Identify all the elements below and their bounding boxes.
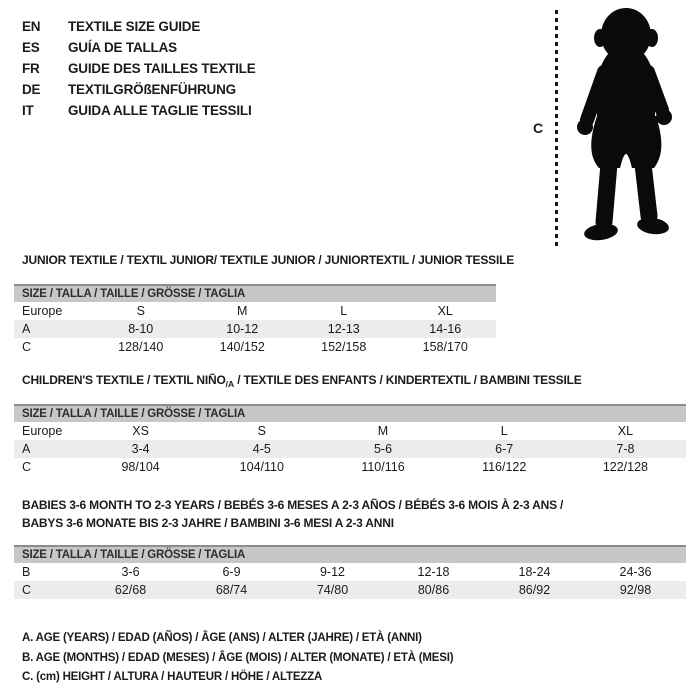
table-cell: 68/74 xyxy=(215,583,248,597)
language-label: TEXTILE SIZE GUIDE xyxy=(68,19,201,34)
table-cell: 62/68 xyxy=(114,583,147,597)
table-cell: M xyxy=(377,424,389,438)
legend-line-a: A. AGE (YEARS) / EDAD (AÑOS) / ÂGE (ANS) / ALTER (JAHRE) / ETÀ (ANNI) xyxy=(22,632,422,644)
table-row xyxy=(14,320,496,338)
table-cell: 9-12 xyxy=(319,565,346,579)
table-cell: 6-7 xyxy=(495,442,514,456)
table-cell: 110/116 xyxy=(361,460,405,474)
table-row xyxy=(14,422,686,440)
table-cell: XL xyxy=(617,424,634,438)
table-cell: 80/86 xyxy=(417,583,450,597)
table-cell: 12-13 xyxy=(327,322,360,336)
height-measure-dashed-line xyxy=(555,10,558,247)
table-header: SIZE / TALLA / TAILLE / GRÖSSE / TAGLIA xyxy=(14,284,496,302)
language-label: GUÍA DE TALLAS xyxy=(68,40,177,55)
section-title-junior: JUNIOR TEXTILE / TEXTIL JUNIOR/ TEXTILE JUNIOR / JUNIORTEXTIL / JUNIOR TESSILE xyxy=(22,253,515,267)
table-cell: 74/80 xyxy=(316,583,349,597)
table-cell: L xyxy=(500,424,508,438)
measure-label-c: C xyxy=(533,120,544,136)
toddler-silhouette-icon xyxy=(562,4,694,246)
language-row xyxy=(22,79,256,100)
table-cell: 24-36 xyxy=(619,565,652,579)
language-code: FR xyxy=(22,61,40,76)
table-cell: 86/92 xyxy=(518,583,551,597)
row-label: B xyxy=(22,565,31,579)
table-cell: 12-18 xyxy=(417,565,450,579)
table-cell: 122/128 xyxy=(602,460,648,474)
table-row xyxy=(14,440,686,458)
table-row xyxy=(14,338,496,356)
section-title-babies xyxy=(22,497,563,532)
table-cell: 92/98 xyxy=(619,583,652,597)
table-cell: 158/170 xyxy=(422,340,468,354)
language-row xyxy=(22,16,256,37)
table-cell: 152/158 xyxy=(321,340,367,354)
language-code: EN xyxy=(22,19,41,34)
row-label: C xyxy=(22,583,32,597)
children-size-table xyxy=(14,404,686,476)
table-cell: S xyxy=(136,304,145,318)
table-header: SIZE / TALLA / TAILLE / GRÖSSE / TAGLIA xyxy=(14,404,686,422)
language-row xyxy=(22,37,256,58)
table-cell: M xyxy=(237,304,248,318)
table-cell: 116/122 xyxy=(482,460,527,474)
table-cell: 10-12 xyxy=(226,322,259,336)
table-cell: XS xyxy=(132,424,149,438)
legend xyxy=(22,629,453,688)
table-cell: 18-24 xyxy=(518,565,551,579)
title-text: CHILDREN'S TEXTILE / TEXTIL NIÑO xyxy=(22,373,226,387)
babies-size-table xyxy=(14,545,686,599)
table-cell: 128/140 xyxy=(118,340,164,354)
table-header: SIZE / TALLA / TAILLE / GRÖSSE / TAGLIA xyxy=(14,545,686,563)
row-label: Europe xyxy=(22,424,63,438)
legend-line-b: B. AGE (MONTHS) / EDAD (MESES) / ÂGE (MOIS) / ALTER (MONATE) / ETÀ (MESI) xyxy=(22,651,454,664)
row-label: A xyxy=(22,322,31,336)
title-text: / TEXTILE DES ENFANTS / KINDERTEXTIL / BAMBINI TESSILE xyxy=(234,373,582,387)
language-code: DE xyxy=(22,82,41,97)
language-label: TEXTILGRÖßENFÜHRUNG xyxy=(68,82,236,97)
table-cell: 5-6 xyxy=(373,442,393,456)
row-label: C xyxy=(22,340,32,354)
table-row xyxy=(14,458,686,476)
table-cell: L xyxy=(340,304,348,318)
row-label: A xyxy=(22,442,31,456)
table-cell: 7-8 xyxy=(616,442,635,456)
table-row xyxy=(14,302,496,320)
language-code: ES xyxy=(22,40,40,55)
table-cell: 6-9 xyxy=(222,565,241,579)
table-row xyxy=(14,563,686,581)
title-line: BABIES 3-6 MONTH TO 2-3 YEARS / BEBÉS 3-6 MESES A 2-3 AÑOS / BÉBÉS 3-6 MOIS À 2-3 ANS / xyxy=(22,498,564,512)
language-label: GUIDA ALLE TAGLIE TESSILI xyxy=(68,103,252,118)
table-cell: 3-4 xyxy=(131,442,150,456)
table-cell: XL xyxy=(437,304,453,318)
section-title-children xyxy=(22,373,582,389)
legend-line-c: C. (cm) HEIGHT / ALTURA / HAUTEUR / HÖHE / ALTEZZA xyxy=(22,671,323,683)
language-list xyxy=(22,16,256,121)
table-cell: 3-6 xyxy=(121,565,140,579)
row-label: C xyxy=(22,460,32,474)
table-cell: 104/110 xyxy=(239,460,284,474)
language-code: IT xyxy=(22,103,34,118)
language-label: GUIDE DES TAILLES TEXTILE xyxy=(68,61,256,76)
language-row xyxy=(22,100,256,121)
title-subscript: /A xyxy=(225,379,235,389)
table-cell: 14-16 xyxy=(429,322,462,336)
table-cell: S xyxy=(257,424,266,438)
table-cell: 140/152 xyxy=(219,340,265,354)
table-cell: 98/104 xyxy=(121,460,160,474)
table-row xyxy=(14,581,686,599)
language-row xyxy=(22,58,256,79)
junior-size-table xyxy=(14,284,496,356)
table-cell: 4-5 xyxy=(252,442,271,456)
table-cell: 8-10 xyxy=(128,322,154,336)
row-label: Europe xyxy=(22,304,63,318)
title-line: BABYS 3-6 MONATE BIS 2-3 JAHRE / BAMBINI 3-6 MESI A 2-3 ANNI xyxy=(22,515,394,530)
